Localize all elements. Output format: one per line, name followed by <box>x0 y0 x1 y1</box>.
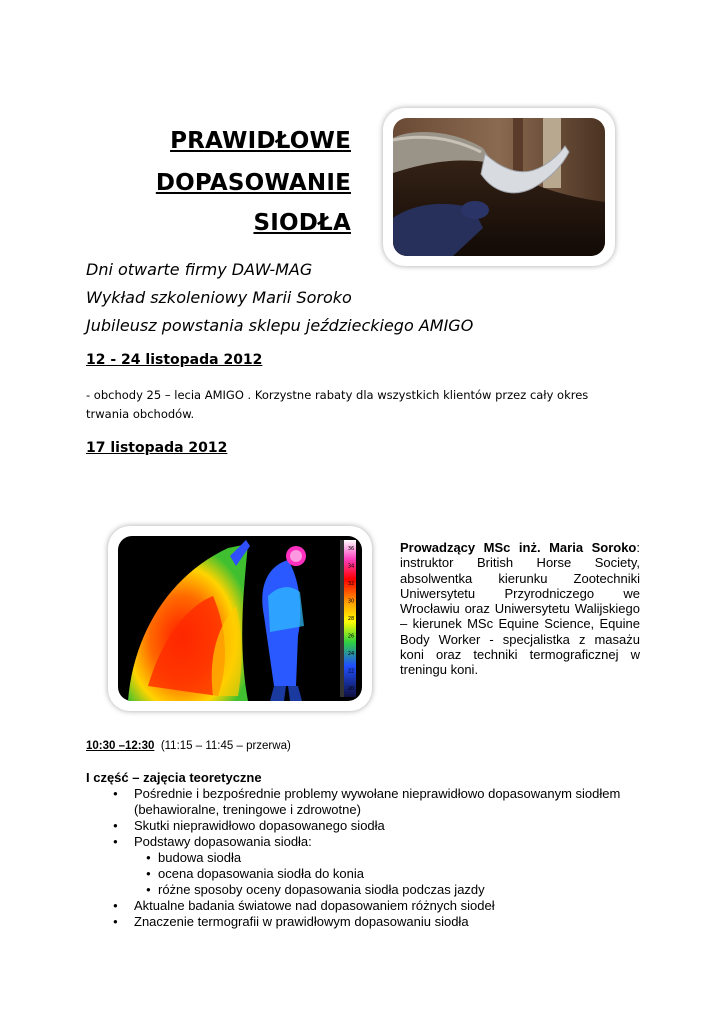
title-line-1: PRAWIDŁOWE <box>170 128 351 154</box>
subtitle-jubilee: Jubileusz powstania sklepu jeździeckiego AMIGO <box>86 316 474 335</box>
sub-list-item: ● ocena dopasowania siodła do konia <box>134 866 646 882</box>
lecturer-description: : instruktor British Horse Society, absolwentka kierunku Zootechniki Uniwersytetu Przyrodniczego we Wrocławiu oraz Uniwersytetu Walijskiego – kierunek MSc Equine Science, Equine Body Worker - specjalistka z masażu koni oraz techniki termograficznej w treningu koni. <box>400 540 640 678</box>
section-title: I część – zajęcia teoretyczne <box>86 770 262 785</box>
thermal-scale-label: 20 <box>347 686 355 692</box>
schedule-time <box>86 740 291 752</box>
saddle-fitting-image <box>393 118 605 256</box>
thermal-scale-label: 28 <box>347 616 355 622</box>
sub-list-item: ● różne sposoby oceny dopasowania siodła podczas jazdy <box>134 882 646 898</box>
thermal-scale-label: 34 <box>347 563 355 570</box>
title-line-3: SIODŁA <box>253 210 351 236</box>
title-line-2: DOPASOWANIE <box>155 170 351 196</box>
lecturer-name: Prowadzący MSc inż. Maria Soroko <box>400 540 637 555</box>
list-item: ● Aktualne badania światowe nad dopasowaniem różnych siodeł <box>86 898 646 914</box>
sub-topic-list <box>134 850 646 898</box>
thermal-image <box>118 536 362 701</box>
list-item-label: Podstawy dopasowania siodła: <box>134 834 312 849</box>
thermal-scale-label: 24 <box>347 651 355 657</box>
thermal-scale-label: 30 <box>347 598 355 605</box>
subtitle-open-days: Dni otwarte firmy DAW-MAG <box>86 260 313 279</box>
list-item: ● Pośrednie i bezpośrednie problemy wywołane nieprawidłowo dopasowanym siodłem (behawioralne, treningowe i zdrowotne) <box>86 786 646 818</box>
sub-list-item: ● budowa siodła <box>134 850 646 866</box>
event-date-1: 12 - 24 listopada 2012 <box>86 352 263 368</box>
list-item: ● Skutki nieprawidłowo dopasowanego siodła <box>86 818 646 834</box>
event-description-1: - obchody 25 – lecia AMIGO . Korzystne rabaty dla wszystkich klientów przez cały okres trwania obchodów. <box>86 388 589 421</box>
list-item <box>86 834 646 898</box>
break-info: (11:15 – 11:45 – przerwa) <box>160 740 291 752</box>
subtitle-lecture: Wykład szkoleniowy Marii Soroko <box>86 288 352 307</box>
thermal-scale-label: 26 <box>347 633 355 640</box>
thermal-scale-label: 22 <box>347 668 355 675</box>
list-item: ● Znaczenie termografii w prawidłowym dopasowaniu siodła <box>86 914 646 930</box>
session-hours: 10:30 –12:30 <box>86 740 155 752</box>
thermal-photo <box>108 526 372 711</box>
lecturer-bio <box>400 540 640 678</box>
thermal-scale-label: 36 <box>347 546 355 552</box>
topic-list <box>86 786 646 930</box>
event-date-2: 17 listopada 2012 <box>86 440 228 456</box>
thermal-scale-label: 32 <box>347 581 355 587</box>
saddle-fitting-photo <box>383 108 615 266</box>
